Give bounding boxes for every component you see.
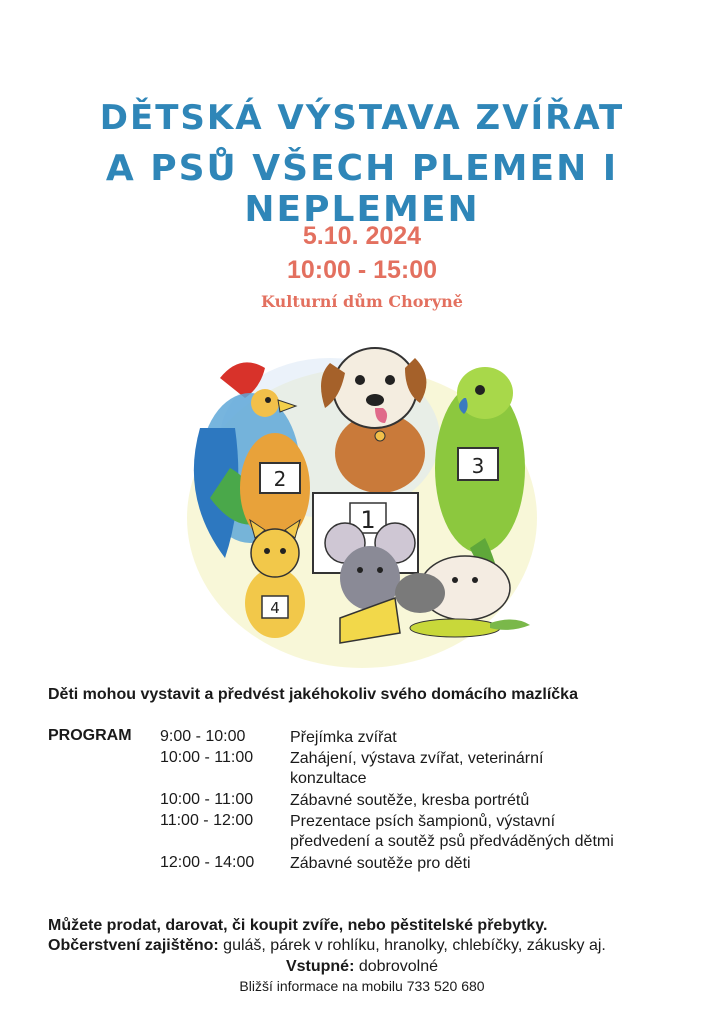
program-time: 12:00 - 14:00 (160, 854, 255, 871)
program-desc-line: Přejímka zvířat (290, 729, 397, 746)
corn-icon (410, 619, 500, 637)
intro-text: Děti mohou vystavit a předvést jakéhokoliv svého domácího mazlíčka (48, 686, 578, 703)
program-desc-line: předvedení a soutěž psů předváděných dětmi (290, 833, 614, 850)
entry-text: dobrovolné (354, 958, 439, 975)
program-desc (290, 854, 690, 874)
program-desc (290, 749, 690, 789)
program-desc-line: Prezentace psích šampionů, výstavní (290, 813, 556, 830)
badge-4-number: 4 (270, 599, 280, 617)
title-line-2: A PSŮ VŠECH PLEMEN I NEPLEMEN (105, 148, 619, 230)
refreshment-label: Občerstvení zajištěno: (48, 937, 219, 954)
refreshment-text: guláš, párek v rohlíku, hranolky, chlebíčky, zákusky aj. (218, 937, 606, 954)
program-desc-line: konzultace (290, 770, 367, 787)
program-desc-line: Zábavné soutěže pro děti (290, 855, 471, 872)
program-time: 11:00 - 12:00 (160, 812, 254, 829)
program-desc-line: Zahájení, výstava zvířat, veterinární (290, 750, 544, 767)
event-venue: Kulturní dům Choryně (261, 292, 463, 311)
entry-label: Vstupné: (285, 958, 355, 975)
badge-2-number: 2 (273, 467, 287, 491)
badge-1-number: 1 (360, 506, 376, 534)
program-label: PROGRAM (48, 727, 132, 744)
program-desc (290, 812, 690, 852)
sell-notice: Můžete prodat, darovat, či koupit zvíře, nebo pěstitelské přebytky. (48, 917, 548, 934)
program-time: 9:00 - 10:00 (160, 728, 246, 745)
program-desc (290, 728, 690, 748)
title-line-1: DĚTSKÁ VÝSTAVA ZVÍŘAT (99, 98, 625, 138)
refreshment-line (48, 937, 606, 955)
program-desc-line: Zábavné soutěže, kresba portrétů (290, 792, 530, 809)
entry-line (0, 958, 724, 976)
program-time: 10:00 - 11:00 (160, 791, 254, 808)
animal-podium-illustration (180, 318, 544, 674)
program-desc (290, 791, 690, 811)
contact-info: Bližší informace na mobilu 733 520 680 (239, 978, 485, 994)
program-time: 10:00 - 11:00 (160, 749, 254, 766)
badge-3-number: 3 (471, 454, 485, 478)
event-date: 5.10. 2024 (302, 222, 422, 250)
event-time: 10:00 - 15:00 (286, 256, 438, 284)
